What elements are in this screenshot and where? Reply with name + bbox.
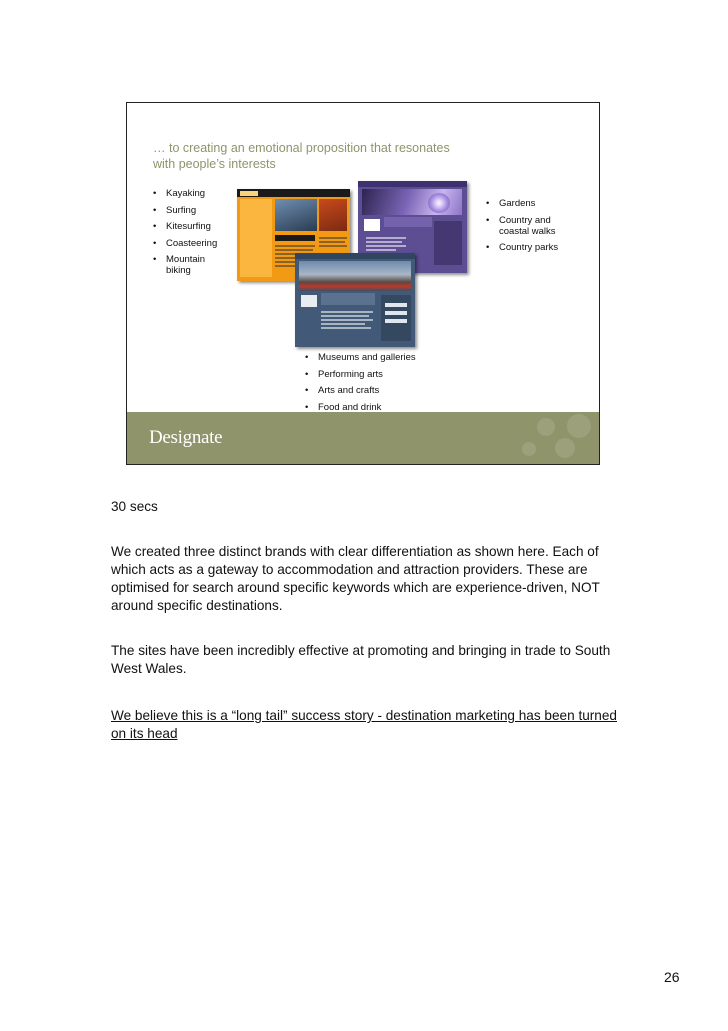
site-header bbox=[358, 181, 467, 187]
booking-panel bbox=[434, 221, 462, 265]
list-item: • Kayaking bbox=[152, 188, 242, 199]
speaker-note-highlight: We believe this is a “long tail” success story - destination marketing has been turned on its head bbox=[111, 708, 617, 741]
list-item: • Mountain biking bbox=[152, 254, 226, 276]
flower-decoration-icon bbox=[555, 438, 575, 458]
list-item: • Food and drink bbox=[304, 402, 444, 413]
flower-decoration-icon bbox=[537, 418, 555, 436]
booking-panel bbox=[381, 295, 411, 341]
section-heading bbox=[275, 235, 315, 241]
side-photo bbox=[319, 199, 347, 231]
list-item: • Performing arts bbox=[304, 369, 444, 380]
slide-heading bbox=[153, 140, 493, 172]
slide-heading-line2: with people’s interests bbox=[153, 157, 276, 171]
culture-website-screenshot bbox=[295, 253, 415, 347]
site-logo bbox=[240, 191, 258, 196]
slide-heading-line1: … to creating an emotional proposition that resonates bbox=[153, 141, 450, 155]
site-banner bbox=[384, 217, 432, 227]
site-logo bbox=[301, 295, 317, 307]
page-number: 26 bbox=[664, 969, 680, 985]
list-item: • Coasteering bbox=[152, 238, 242, 249]
list-item: • Country parks bbox=[485, 242, 595, 253]
hero-photo bbox=[275, 199, 317, 231]
outdoor-places-list bbox=[485, 198, 595, 259]
speaker-note-paragraph: We created three distinct brands with clear differentiation as shown here. Each of which acts as a gateway to accommodation and attraction providers. These are optimised for search around specific keywords which are experience-driven, NOT around specific destinations. bbox=[111, 544, 600, 613]
flower-decoration-icon bbox=[567, 414, 591, 438]
list-item: • Kitesurfing bbox=[152, 221, 242, 232]
speaker-note-timing: 30 secs bbox=[111, 499, 158, 514]
list-item: • Country and coastal walks bbox=[485, 215, 579, 237]
flower-decoration-icon bbox=[522, 442, 536, 456]
site-header bbox=[295, 253, 415, 259]
site-sidebar bbox=[240, 199, 272, 277]
culture-activities-list bbox=[304, 352, 444, 418]
site-logo bbox=[364, 219, 380, 231]
list-item: • Museums and galleries bbox=[304, 352, 444, 363]
adventure-activities-list bbox=[152, 188, 242, 282]
slide-footer-band bbox=[127, 412, 599, 464]
slide-thumbnail bbox=[126, 102, 600, 465]
designate-logo: Designate bbox=[149, 427, 223, 448]
flower-photo bbox=[428, 193, 450, 213]
list-item: • Gardens bbox=[485, 198, 595, 209]
speaker-note-paragraph: The sites have been incredibly effective at promoting and bringing in trade to South West Wales. bbox=[111, 643, 611, 676]
site-banner bbox=[321, 293, 375, 305]
harbour-photo bbox=[299, 261, 411, 291]
list-item: • Arts and crafts bbox=[304, 385, 444, 396]
list-item: • Surfing bbox=[152, 205, 242, 216]
